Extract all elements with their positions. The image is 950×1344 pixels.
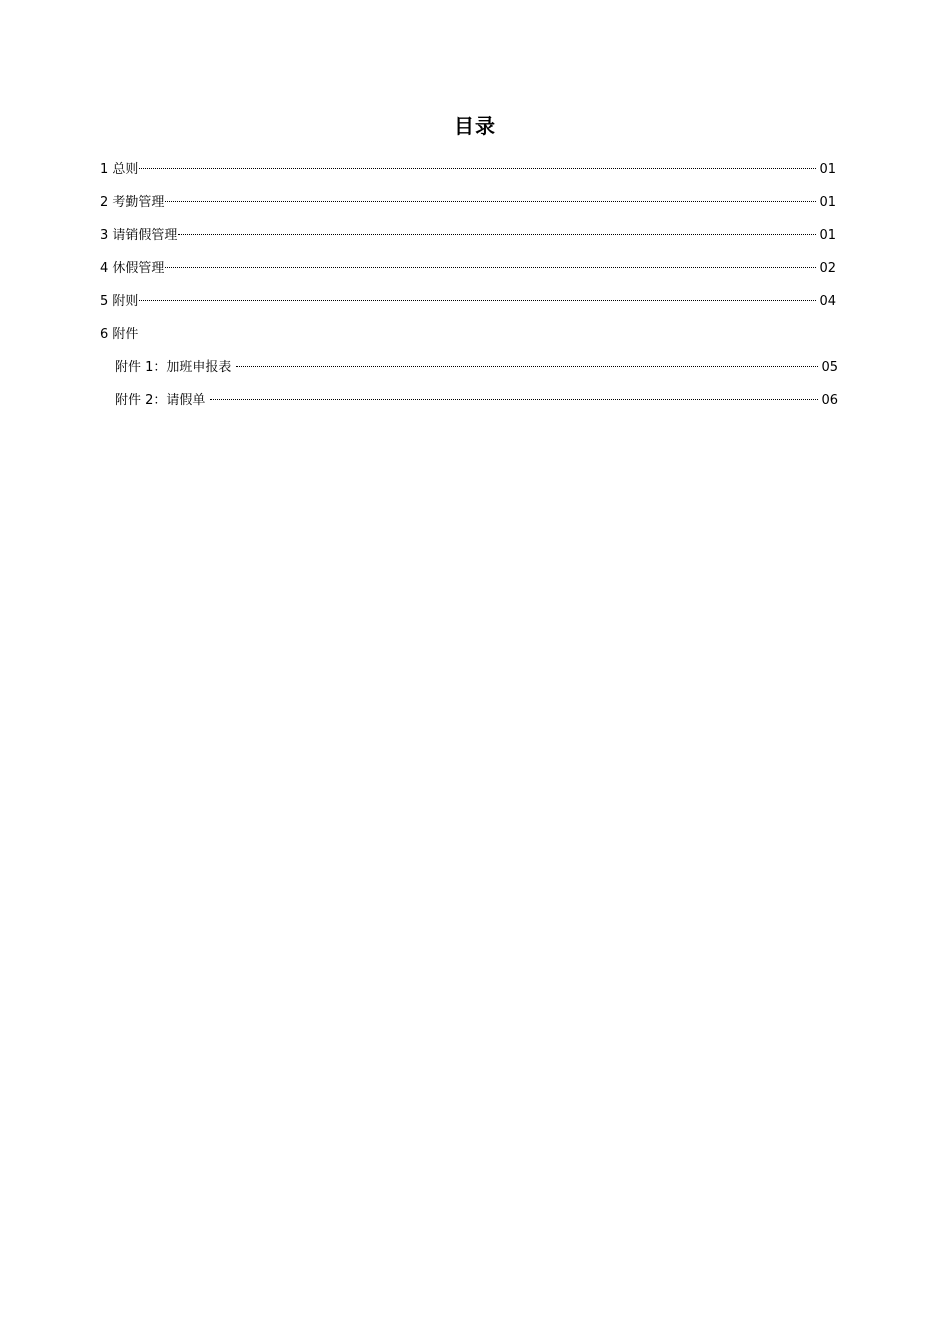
toc-entry-page: 04 <box>819 294 836 309</box>
toc-sub-entry-page: 05 <box>821 360 838 375</box>
toc-entry[interactable] <box>100 160 836 193</box>
toc-entry-page: 01 <box>819 195 836 210</box>
toc-title: 目录 <box>454 114 496 138</box>
dot-leader <box>236 366 818 367</box>
toc-entry-page: 01 <box>819 228 836 243</box>
toc-entry-label: 2 考勤管理 <box>100 195 165 210</box>
toc-entry[interactable] <box>100 292 836 325</box>
toc-sub-entry[interactable] <box>115 391 838 424</box>
dot-leader <box>178 234 816 235</box>
dot-leader <box>165 201 816 202</box>
toc-entry[interactable] <box>100 226 836 259</box>
toc-sub-entry-label: 附件 2：请假单 <box>115 393 206 408</box>
toc-entry-page: 02 <box>819 261 836 276</box>
toc-list <box>100 160 836 424</box>
dot-leader <box>210 399 818 400</box>
toc-sub-entry[interactable] <box>115 358 838 391</box>
toc-entry-page: 01 <box>819 162 836 177</box>
toc-entry[interactable] <box>100 325 836 358</box>
toc-entry-label: 6 附件 <box>100 327 139 342</box>
dot-leader <box>139 168 816 169</box>
toc-entry[interactable] <box>100 259 836 292</box>
toc-entry[interactable] <box>100 193 836 226</box>
toc-entry-label: 3 请销假管理 <box>100 228 178 243</box>
toc-sub-entry-label: 附件 1：加班申报表 <box>115 360 232 375</box>
toc-entry-label: 5 附则 <box>100 294 139 309</box>
toc-entry-label: 1 总则 <box>100 162 139 177</box>
dot-leader <box>165 267 816 268</box>
dot-leader <box>139 300 816 301</box>
toc-entry-label: 4 休假管理 <box>100 261 165 276</box>
toc-sub-entry-page: 06 <box>821 393 838 408</box>
